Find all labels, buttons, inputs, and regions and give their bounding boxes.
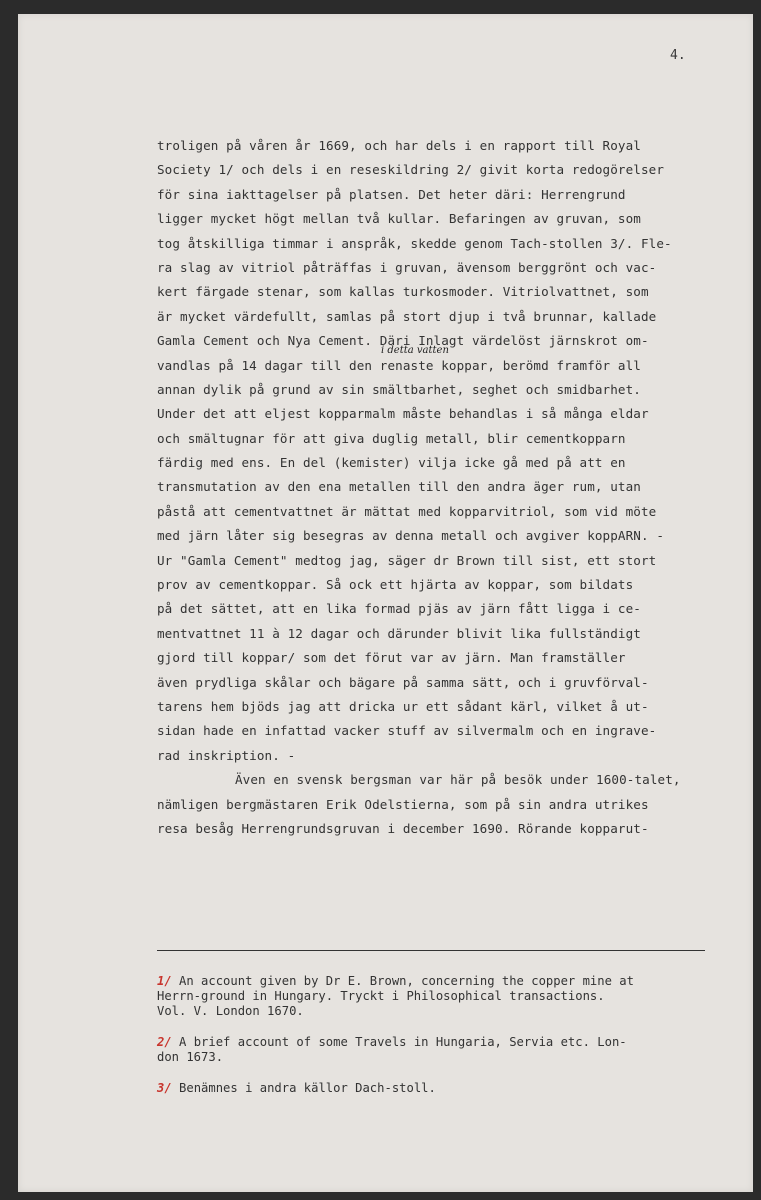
body-line: Society 1/ och dels i en reseskildring 2/ givit korta redogörelser [157,162,665,178]
footnote-line: Benämnes i andra källor Dach-stoll. [179,1081,436,1095]
footnote-line: An account given by Dr E. Brown, concerning the copper mine at [179,974,634,988]
handwritten-insert: i detta vatten [381,345,449,356]
body-line: påstå att cementvattnet är mättat med kopparvitriol, som vid möte [157,503,657,519]
page-number: 4. [670,48,686,63]
body-line: på det sättet, att en lika formad pjäs av järn fått ligga i ce- [157,601,641,617]
body-line: mentvattnet 11 à 12 dagar och därunder blivit lika fullständigt [157,625,641,641]
body-line: vandlas på 14 dagar till den renaste koppar, berömd framför all [157,357,641,373]
body-line: rad inskription. - [157,747,296,763]
body-line: prov av cementkoppar. Så ock ett hjärta av koppar, som bildats [157,577,634,593]
body-text [157,134,717,841]
body-line: kert färgade stenar, som kallas turkosmoder. Vitriolvattnet, som [157,284,649,300]
body-line: nämligen bergmästaren Erik Odelstierna, som på sin andra utrikes [157,796,649,812]
body-line: ligger mycket högt mellan två kullar. Befaringen av gruvan, som [157,211,641,227]
body-line: Under det att eljest kopparmalm måste behandlas i så många eldar [157,406,649,422]
body-line: och smältugnar för att giva duglig metall, blir cementkopparn [157,430,626,446]
footnotes [157,974,717,1112]
body-line: är mycket värdefullt, samlas på stort djup i två brunnar, kallade [157,308,657,324]
body-line: tarens hem bjöds jag att dricka ur ett sådant kärl, vilket å ut- [157,698,649,714]
body-line: tog åtskilliga timmar i anspråk, skedde genom Tach-stollen 3/. Fle- [157,235,672,251]
body-line: färdig med ens. En del (kemister) vilja icke gå med på att en [157,455,626,471]
body-line: Ur "Gamla Cement" medtog jag, säger dr Brown till sist, ett stort [157,552,657,568]
body-line: även prydliga skålar och bägare på samma sätt, och i gruvförval- [157,674,649,690]
footnote-divider [157,950,705,951]
footnote-line: Vol. V. London 1670. [157,1004,304,1018]
body-line: Gamla Cement och Nya Cement. Däri Inlagt värdelöst järnskrot om- [157,333,649,349]
footnote-line: Herrn-ground in Hungary. Tryckt i Philosophical transactions. [157,989,605,1003]
footnote [157,1035,717,1065]
body-line: annan dylik på grund av sin smältbarhet, seghet och smidbarhet. [157,381,641,397]
body-line: transmutation av den ena metallen till den andra äger rum, utan [157,479,641,495]
footnote-line: A brief account of some Travels in Hungaria, Servia etc. Lon- [179,1035,627,1049]
body-line: för sina iakttagelser på platsen. Det heter däri: Herrengrund [157,186,626,202]
body-line: Även en svensk bergsman var här på besök under 1600-talet, [235,772,681,788]
body-line: resa besåg Herrengrundsgruvan i december 1690. Rörande kopparut- [157,820,649,836]
footnote-marker: 3/ [157,1081,172,1095]
footnote-line: don 1673. [157,1050,224,1064]
footnote-marker: 2/ [157,1035,172,1049]
footnote [157,974,717,1019]
footnote-marker: 1/ [157,974,172,988]
footnote [157,1081,717,1096]
body-line: troligen på våren år 1669, och har dels i en rapport till Royal [157,138,641,153]
body-line: gjord till koppar/ som det förut var av järn. Man framställer [157,650,626,666]
body-line: med järn låter sig besegras av denna metall och avgiver koppARN. - [157,528,665,544]
body-line: sidan hade en infattad vacker stuff av silvermalm och en ingrave- [157,723,657,739]
body-line: ra slag av vitriol påträffas i gruvan, ävensom berggrönt och vac- [157,259,657,275]
